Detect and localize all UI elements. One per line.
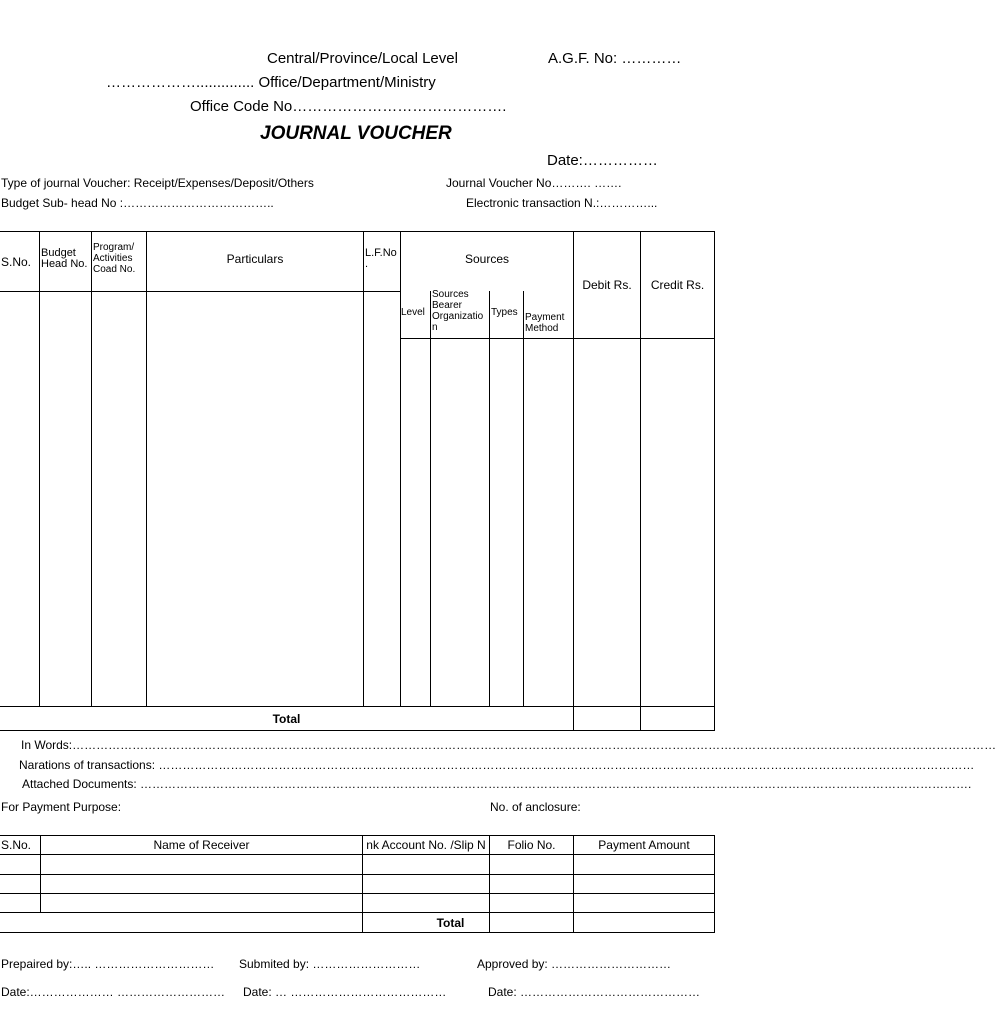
voucher-type: Type of journal Voucher: Receipt/Expenses/Deposit/Others (1, 176, 314, 190)
pay-col-folio: Folio No. (507, 838, 556, 852)
col-sno: S.No. (1, 254, 32, 269)
attached-documents: Attached Documents: ………………………………………………………………………………………………………………………………………………………………………………………. (22, 777, 972, 791)
col-bearer-org: Sources Bearer Organizatio n (432, 289, 484, 333)
in-words: In Words:…………………………………………………………………………………………………………………………………………………………………………………………………………… (21, 738, 996, 752)
payment-purpose: For Payment Purpose: (1, 800, 122, 814)
journal-voucher-no: Journal Voucher No………. ……. (446, 176, 622, 190)
header-office: ……………….............. Office/Department/Ministry (106, 74, 436, 91)
pay-total-label: Total (436, 915, 465, 930)
col-level: Level (401, 307, 425, 318)
electronic-transaction: Electronic transaction N.:…………... (466, 196, 658, 210)
budget-sub-head: Budget Sub- head No :……………………………….. (1, 196, 274, 210)
submitted-date: Date: … ………………………………… (243, 985, 447, 999)
pay-col-receiver: Name of Receiver (153, 838, 250, 852)
agf-number: A.G.F. No: ………… (548, 50, 682, 67)
pay-col-amount: Payment Amount (598, 838, 690, 852)
office-code: Office Code No……………………………………. (190, 98, 507, 115)
col-types: Types (491, 307, 518, 318)
approved-date: Date: ……………………………………… (488, 985, 701, 999)
prepared-date: Date:………………… ……………………… (1, 985, 226, 999)
main-total-label: Total (272, 711, 301, 726)
anclosure-count: No. of anclosure: (490, 800, 581, 814)
approved-by: Approved by: ………………………… (477, 957, 672, 971)
header-level: Central/Province/Local Level (267, 50, 458, 67)
col-credit: Credit Rs. (650, 278, 705, 292)
col-program: Program/ Activities Coad No. (93, 242, 136, 275)
pay-col-sno: S.No. (1, 838, 32, 852)
col-payment-method: Payment Method (525, 312, 565, 334)
col-lf-no: L.F.No . (365, 247, 397, 270)
col-particulars: Particulars (226, 252, 284, 266)
col-debit: Debit Rs. (582, 278, 632, 292)
col-budget-head: Budget Head No. (41, 247, 88, 270)
submitted-by: Submited by: ……………………… (239, 957, 421, 971)
page-title: JOURNAL VOUCHER (260, 123, 452, 144)
narrations: Narations of transactions: …………………………………………………………………………………………………………………………………………………………………………………… (19, 758, 975, 772)
prepared-by: Prepaired by:….. ………………………… (1, 957, 215, 971)
voucher-date: Date:…………… (547, 152, 658, 169)
pay-col-account: nk Account No. /Slip N (366, 838, 486, 852)
col-sources: Sources (464, 252, 510, 266)
